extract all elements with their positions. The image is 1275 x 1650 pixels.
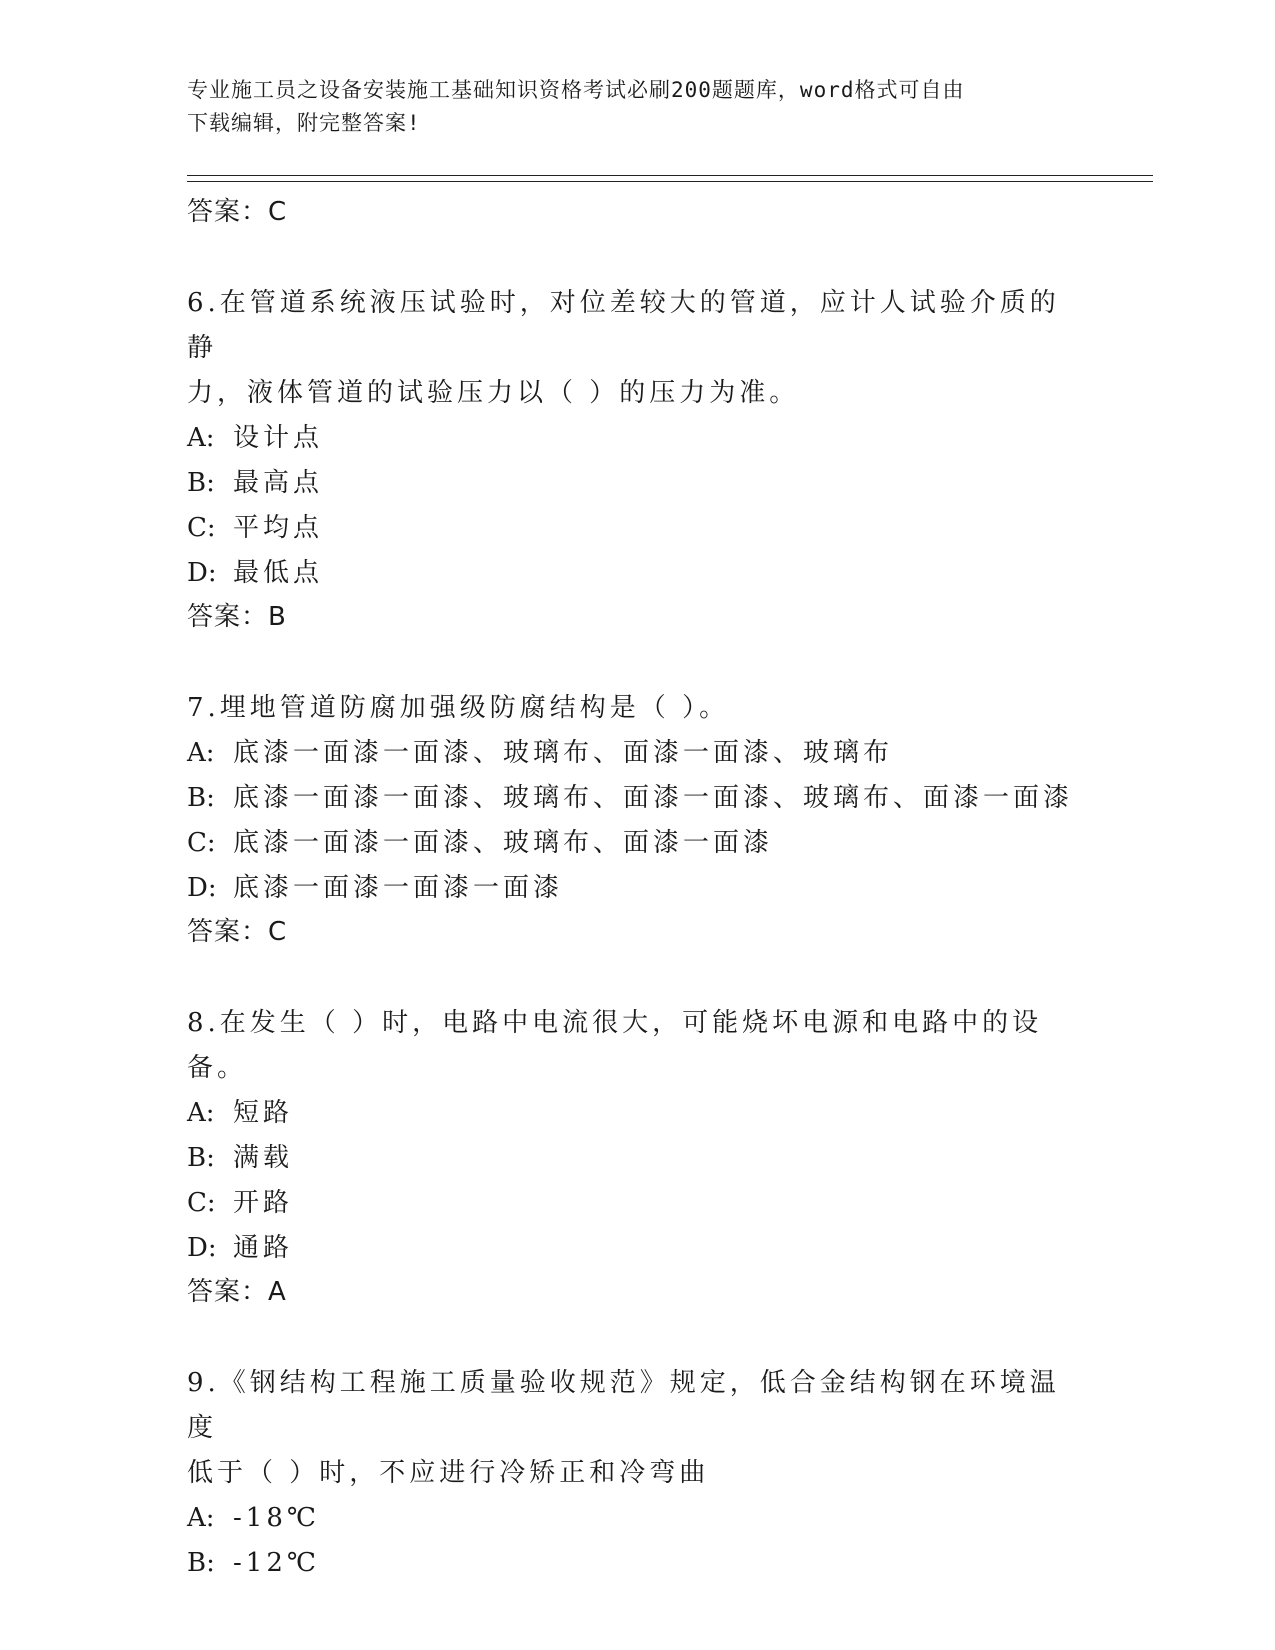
option-text: 设计点 bbox=[233, 423, 324, 453]
option-c bbox=[187, 506, 1087, 551]
option-letter: A: bbox=[187, 423, 215, 453]
option-letter: B: bbox=[187, 1548, 215, 1578]
question-item bbox=[187, 1361, 1087, 1586]
option-letter: A: bbox=[187, 1503, 215, 1533]
option-a bbox=[187, 416, 1087, 461]
question-text bbox=[187, 686, 1087, 731]
answer-line: 答案：C bbox=[187, 197, 288, 227]
answer-line: 答案：C bbox=[187, 917, 288, 947]
option-c bbox=[187, 1181, 1087, 1226]
option-b bbox=[187, 1136, 1087, 1181]
option-a bbox=[187, 1091, 1087, 1136]
option-text: 底漆一面漆一面漆、玻璃布、面漆一面漆 bbox=[233, 828, 774, 858]
option-letter: C: bbox=[187, 513, 216, 543]
question-item bbox=[187, 686, 1087, 953]
question-text-line: 9.《钢结构工程施工质量验收规范》规定，低合金结构钢在环境温度 bbox=[187, 1368, 1060, 1443]
option-text: 最高点 bbox=[233, 468, 324, 498]
option-d bbox=[187, 551, 1087, 596]
option-letter: C: bbox=[187, 828, 216, 858]
answer-line: 答案：A bbox=[187, 1277, 287, 1307]
option-text: -12℃ bbox=[233, 1548, 320, 1578]
question-text bbox=[187, 281, 1087, 416]
question-text-line: 低于（ ）时，不应进行冷矫正和冷弯曲 bbox=[187, 1458, 710, 1488]
option-letter: A: bbox=[187, 738, 215, 768]
option-c bbox=[187, 821, 1087, 866]
question-text bbox=[187, 1001, 1087, 1091]
question-text-line: 6.在管道系统液压试验时，对位差较大的管道，应计人试验介质的静 bbox=[187, 288, 1060, 363]
option-d bbox=[187, 1226, 1087, 1271]
question-text-line: 8.在发生（ ）时，电路中电流很大，可能烧坏电源和电路中的设备。 bbox=[187, 1008, 1043, 1083]
header-rule-top bbox=[187, 175, 1153, 176]
option-a bbox=[187, 731, 1087, 776]
question-item bbox=[187, 281, 1087, 638]
question-text-line: 力，液体管道的试验压力以（ ）的压力为准。 bbox=[187, 378, 800, 408]
option-letter: B: bbox=[187, 783, 215, 813]
option-letter: D: bbox=[187, 873, 217, 903]
option-a bbox=[187, 1496, 1087, 1541]
option-letter: B: bbox=[187, 1143, 215, 1173]
option-text: 底漆一面漆一面漆、玻璃布、面漆一面漆、玻璃布、面漆一面漆 bbox=[233, 783, 1074, 813]
option-text: 满载 bbox=[233, 1143, 294, 1173]
answer-line: 答案：B bbox=[187, 602, 287, 632]
option-text: 平均点 bbox=[233, 513, 324, 543]
option-letter: A: bbox=[187, 1098, 215, 1128]
option-b bbox=[187, 1541, 1087, 1586]
option-text: -18℃ bbox=[233, 1503, 320, 1533]
header-rule-bottom bbox=[187, 181, 1153, 182]
option-text: 底漆一面漆一面漆、玻璃布、面漆一面漆、玻璃布 bbox=[233, 738, 894, 768]
document-header bbox=[187, 74, 1087, 140]
option-text: 通路 bbox=[233, 1233, 294, 1263]
option-letter: B: bbox=[187, 468, 215, 498]
question-text bbox=[187, 1361, 1087, 1496]
option-text: 开路 bbox=[233, 1188, 294, 1218]
option-d bbox=[187, 866, 1087, 911]
option-text: 最低点 bbox=[233, 558, 324, 588]
question-text-line: 7.埋地管道防腐加强级防腐结构是（ ）。 bbox=[187, 693, 730, 723]
question-item bbox=[187, 1001, 1087, 1313]
option-letter: D: bbox=[187, 558, 217, 588]
option-text: 底漆一面漆一面漆一面漆 bbox=[233, 873, 564, 903]
option-letter: C: bbox=[187, 1188, 216, 1218]
question-list bbox=[187, 191, 1087, 1586]
option-b bbox=[187, 461, 1087, 506]
header-line-1: 专业施工员之设备安装施工基础知识资格考试必刷200题题库，word格式可自由 bbox=[187, 78, 965, 102]
option-b bbox=[187, 776, 1087, 821]
header-line-2: 下载编辑，附完整答案! bbox=[187, 111, 421, 135]
option-letter: D: bbox=[187, 1233, 217, 1263]
option-text: 短路 bbox=[233, 1098, 294, 1128]
